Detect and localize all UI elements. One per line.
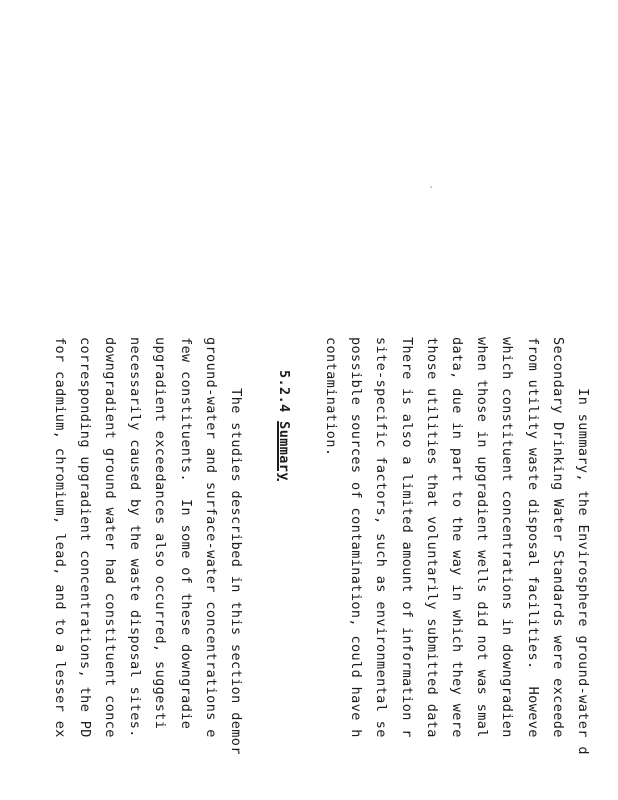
text-line: data, due in part to the way in which they were xyxy=(449,337,466,738)
text-line: ground-water and surface-water concentrations e xyxy=(202,337,219,738)
text-line: when those in upgradient wells did not was smal xyxy=(474,337,491,738)
text-line: downgradient ground water had constituent conce xyxy=(102,337,119,738)
text-line: few constituents. In some of these downgradie xyxy=(177,337,194,730)
text-line: for cadmium, chromium, lead, and to a lesser ex xyxy=(51,337,68,738)
section-heading xyxy=(271,370,296,481)
text-line: contamination. xyxy=(323,337,340,457)
text-line: which constituent concentrations in downgradien xyxy=(499,337,516,738)
section-number: 5.2.4 xyxy=(276,370,292,413)
text-line: upgradient exceedances also occurred, suggesti xyxy=(152,337,169,730)
scan-speck xyxy=(430,186,432,188)
text-line: those utilities that voluntarily submitted data xyxy=(423,337,440,738)
text-line: from utility waste disposal facilities. Howeve xyxy=(524,337,541,738)
text-line: The studies described in this section demor xyxy=(228,337,244,755)
text-line: necessarily caused by the waste disposal sites. xyxy=(127,337,144,738)
text-line: Secondary Drinking Water Standards were exceede xyxy=(549,337,566,738)
text-line: There is also a limited amount of information r xyxy=(398,337,415,738)
text-line: site-specific factors, such as environmental se xyxy=(373,337,390,738)
text-line: In summary, the Envirosphere ground-water d xyxy=(575,337,591,755)
paragraph-summary-envirosphere xyxy=(318,337,595,755)
section-title: Summary xyxy=(276,421,292,481)
text-line: corresponding upgradient concentrations, the PD xyxy=(76,337,93,738)
paragraph-summary-studies xyxy=(47,337,249,755)
text-line: possible sources of contamination, could have h xyxy=(348,337,365,738)
